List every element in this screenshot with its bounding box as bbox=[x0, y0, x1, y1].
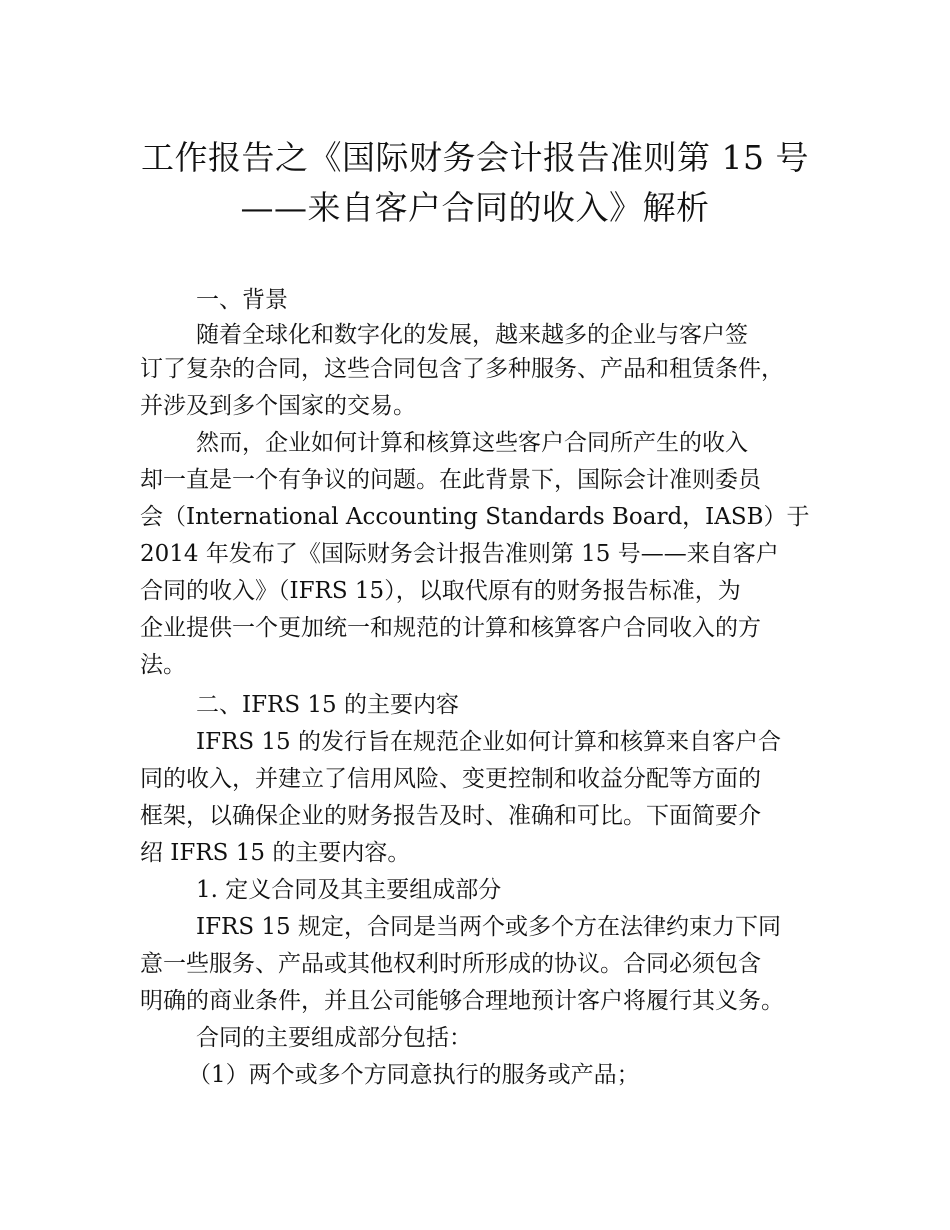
paragraph-line: 同的收入，并建立了信用风险、变更控制和收益分配等方面的 bbox=[140, 766, 761, 792]
subsection-heading-definition: 1. 定义合同及其主要组成部分 bbox=[196, 877, 502, 903]
paragraph-line: 随着全球化和数字化的发展，越来越多的企业与客户签 bbox=[196, 322, 748, 348]
paragraph-line: 企业提供一个更加统一和规范的计算和核算客户合同收入的方 bbox=[140, 615, 761, 641]
paragraph-line: 法。 bbox=[140, 652, 186, 678]
document-title-line-2: ——来自客户合同的收入》解析 bbox=[240, 188, 710, 227]
paragraph-line: 意一些服务、产品或其他权利时所形成的协议。合同必须包含 bbox=[140, 951, 761, 977]
paragraph-line: 框架，以确保企业的财务报告及时、准确和可比。下面简要介 bbox=[140, 803, 761, 829]
paragraph-line: 合同的主要组成部分包括： bbox=[196, 1025, 472, 1051]
paragraph-line: 并涉及到多个国家的交易。 bbox=[140, 393, 416, 419]
document-title-line-1: 工作报告之《国际财务会计报告准则第 15 号 bbox=[141, 138, 809, 177]
paragraph-line: IFRS 15 的发行旨在规范企业如何计算和核算来自客户合 bbox=[196, 729, 782, 755]
paragraph-line: 绍 IFRS 15 的主要内容。 bbox=[140, 840, 411, 866]
paragraph-line: 会（International Accounting Standards Board，IASB）于 bbox=[140, 504, 810, 530]
paragraph-line: 2014 年发布了《国际财务会计报告准则第 15 号——来自客户 bbox=[140, 541, 779, 567]
list-item: （1）两个或多个方同意执行的服务或产品； bbox=[188, 1062, 640, 1088]
paragraph-line: IFRS 15 规定，合同是当两个或多个方在法律约束力下同 bbox=[196, 914, 782, 940]
paragraph-line: 订了复杂的合同，这些合同包含了多种服务、产品和租赁条件， bbox=[140, 356, 784, 382]
paragraph-line: 然而，企业如何计算和核算这些客户合同所产生的收入 bbox=[196, 430, 748, 456]
paragraph-line: 合同的收入》（IFRS 15），以取代原有的财务报告标准，为 bbox=[140, 578, 741, 604]
section-heading-background: 一、背景 bbox=[196, 287, 288, 313]
paragraph-line: 明确的商业条件，并且公司能够合理地预计客户将履行其义务。 bbox=[140, 988, 784, 1014]
section-heading-main-content: 二、IFRS 15 的主要内容 bbox=[196, 692, 460, 718]
paragraph-line: 却一直是一个有争议的问题。在此背景下，国际会计准则委员 bbox=[140, 467, 761, 493]
